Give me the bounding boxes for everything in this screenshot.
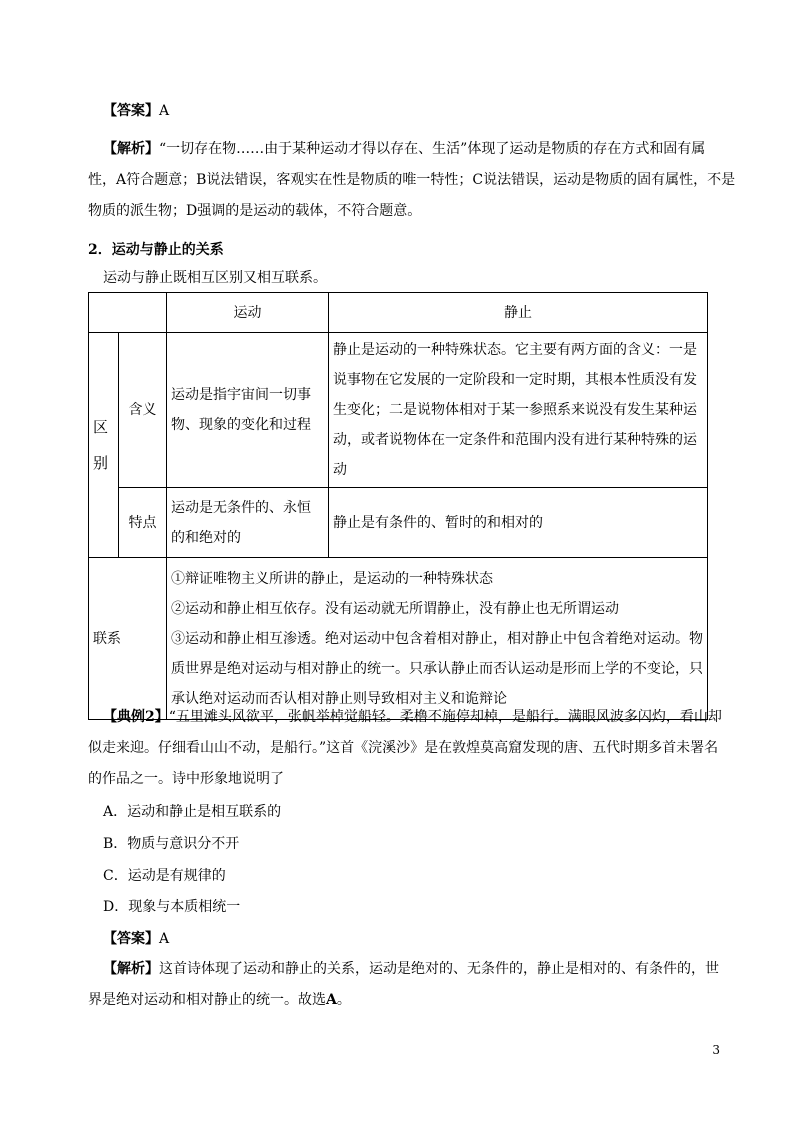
header-static: 静止 bbox=[329, 293, 708, 333]
example2-explain-line1: 【解析】这首诗体现了运动和静止的关系，运动是绝对的、无条件的，静止是相对的、有条件的，世 bbox=[103, 961, 719, 977]
example2-line3: 的作品之一。诗中形象地说明了 bbox=[88, 771, 284, 787]
q1-answer bbox=[103, 100, 169, 120]
row-meaning: 含义 bbox=[119, 333, 167, 488]
meaning-motion: 运动是指宇宙间一切事物、现象的变化和过程 bbox=[167, 333, 329, 488]
row-feature: 特点 bbox=[119, 488, 167, 558]
meaning-static: 静止是运动的一种特殊状态。它主要有两方面的含义：一是说事物在它发展的一定阶段和一定时期，其根本性质没有发生变化；二是说物体相对于某一参照系来说没有发生某种运动，或者说物体在一定条件和范围内没有进行某种特殊的运动 bbox=[329, 333, 708, 488]
feature-static: 静止是有条件的、暂时的和相对的 bbox=[329, 488, 708, 558]
page-number: 3 bbox=[712, 1043, 720, 1057]
row-distinguish: 区别 bbox=[89, 333, 119, 558]
header-motion: 运动 bbox=[167, 293, 329, 333]
example2-explain-line2: 界是绝对运动和相对静止的统一。故选A。 bbox=[88, 992, 351, 1008]
row-connection: 联系 bbox=[89, 558, 167, 720]
connection-cell bbox=[167, 558, 708, 720]
connection-item-1: ①辩证唯物主义所讲的静止，是运动的一种特殊状态 bbox=[171, 570, 493, 587]
q1-explain-line1: 【解析】“一切存在物……由于某种运动才得以存在、生活”体现了运动是物质的存在方式和固有属 bbox=[103, 141, 706, 157]
example2-line1: 【典例2】“五里滩头风欲平，张帆举棹觉船轻。柔橹不施停却棹，是船行。满眼风波多闪灼，看山却 bbox=[103, 709, 722, 725]
section-heading: 2．运动与静止的关系 bbox=[88, 242, 224, 258]
example2-line2: 似走来迎。仔细看山山不动，是船行。”这首《浣溪沙》是在敦煌莫高窟发现的唐、五代时期多首未署名 bbox=[88, 740, 719, 756]
answer-label: 【答案】 bbox=[103, 103, 159, 119]
section-intro: 运动与静止既相互区别又相互联系。 bbox=[103, 270, 327, 286]
option-d: D．现象与本质相统一 bbox=[103, 899, 241, 915]
answer-value: A bbox=[159, 931, 170, 947]
explain-answer: A bbox=[326, 992, 337, 1008]
explain-label: 【解析】 bbox=[103, 961, 159, 977]
answer-value: A bbox=[159, 103, 170, 119]
q1-explain-line3: 物质的派生物；D强调的是运动的载体，不符合题意。 bbox=[88, 203, 422, 219]
q1-explain-line2: 性，A符合题意；B说法错误，客观实在性是物质的唯一特性；C说法错误，运动是物质的固有属性，不是 bbox=[88, 172, 736, 188]
example-label: 【典例2】 bbox=[103, 709, 169, 725]
option-c: C．运动是有规律的 bbox=[103, 868, 226, 884]
feature-motion: 运动是无条件的、永恒的和绝对的 bbox=[167, 488, 329, 558]
option-a: A．运动和静止是相互联系的 bbox=[103, 804, 282, 820]
example2-answer bbox=[103, 928, 169, 948]
motion-static-table bbox=[88, 292, 708, 720]
connection-item-2: ②运动和静止相互依存。没有运动就无所谓静止，没有静止也无所谓运动 bbox=[171, 600, 619, 617]
option-b: B．物质与意识分不开 bbox=[103, 836, 240, 852]
answer-label: 【答案】 bbox=[103, 931, 159, 947]
explain-label: 【解析】 bbox=[103, 141, 159, 157]
connection-item-3: ③运动和静止相互渗透。绝对运动中包含着相对静止，相对静止中包含着绝对运动。物质世界是绝对运动与相对静止的统一。只承认静止而否认运动是形而上学的不变论，只承认绝对运动而否认相对静止则导致相对主义和诡辩论 bbox=[171, 630, 703, 707]
table-corner bbox=[89, 293, 167, 333]
